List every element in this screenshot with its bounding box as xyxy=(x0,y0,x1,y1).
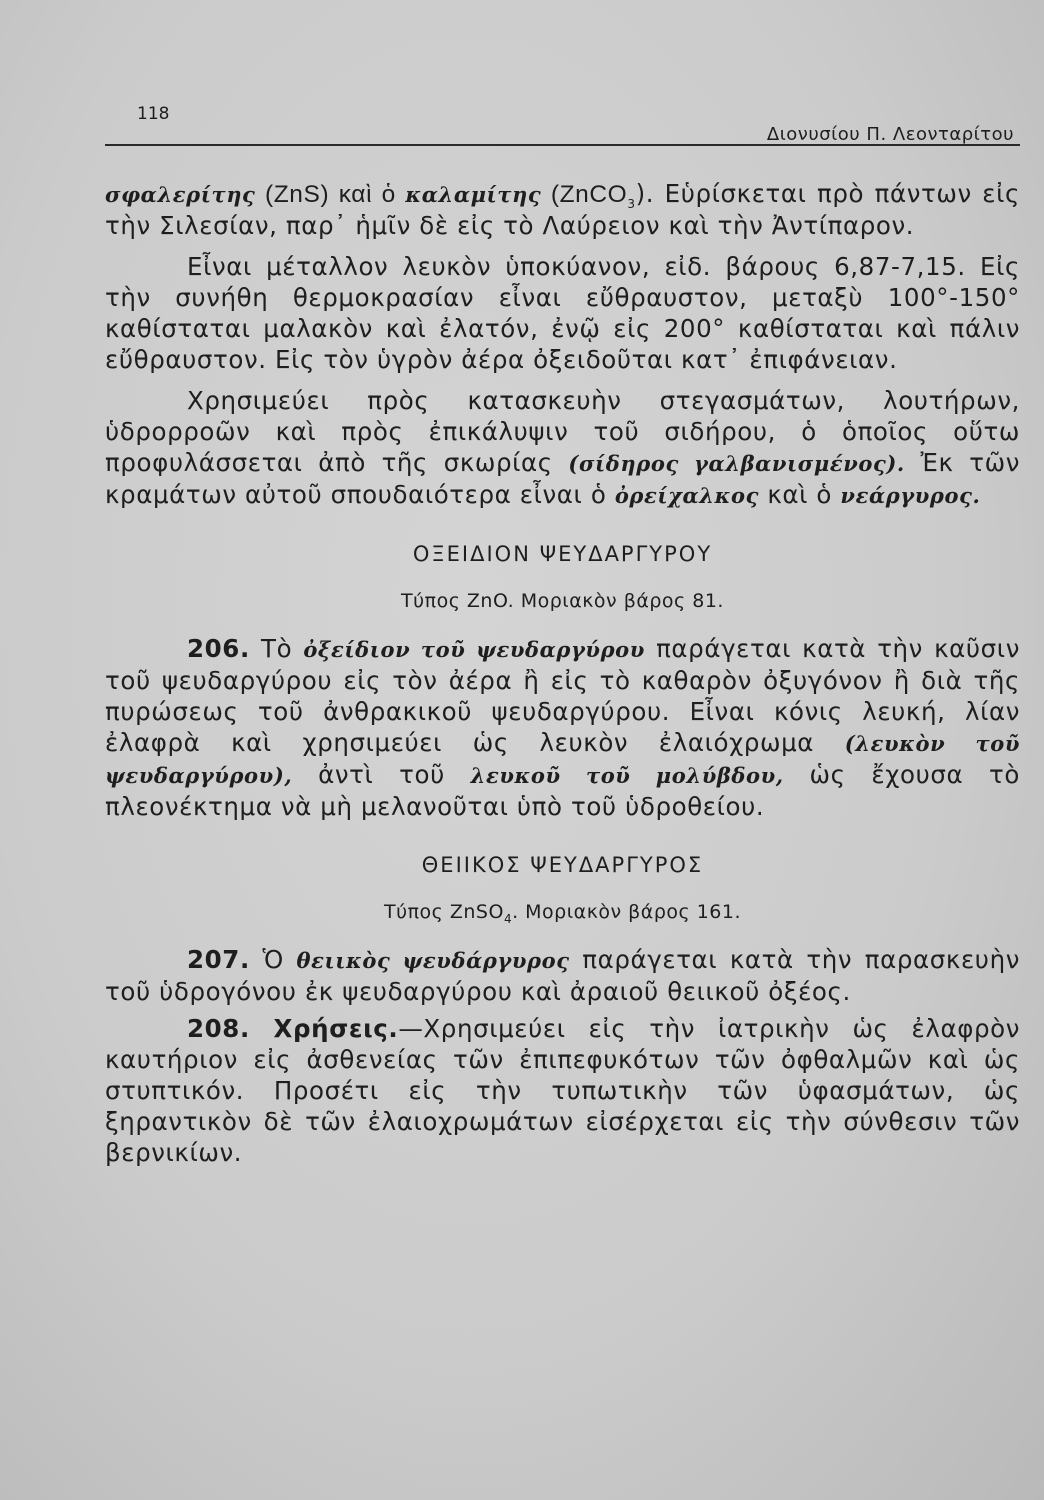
subscript: 4 xyxy=(503,911,513,926)
text-run: Ἐκ τῶν κραμάτων αὐτοῦ σπουδαιότερα εἶναι ὁ xyxy=(105,448,1020,509)
term-nickel-silver: νεάργυρος. xyxy=(840,483,981,508)
text-run: —Χρησιμεύει εἰς τὴν ἰατρικὴν ὡς ἐλαφρὸν καυτήριον εἰς ἀσθενείας τῶν ἐπιπεφυκότων τῶν ὀφθαλμῶν καὶ ὡς στυπτικόν. Προσέτι εἰς τὴν τυπωτικὴν τῶν ὑφασμάτων, ὡς ξηραντικὸν δὲ τῶν ἐλαιοχρωμάτων εἰσέρχεται εἰς τὴν σύνθεσιν τῶν βερνικίων. xyxy=(105,1014,1020,1167)
term-lead-white: λευκοῦ τοῦ μολύβδου, xyxy=(470,763,784,788)
section-title-zinc-oxide: ΟΞΕΙΔΙΟΝ ΨΕΥΔΑΡΓΥΡΟΥ xyxy=(412,542,713,566)
section-formula-zinc-oxide: Τύπος ZnO. Μοριακὸν βάρος 81. xyxy=(401,590,724,612)
page-header xyxy=(105,100,1020,146)
text-run: Τύπος ZnSO xyxy=(384,901,504,923)
text-run: Χρησιμεύει πρὸς κατασκευὴν στεγασμάτων, λουτήρων, ὑδρορροῶν καὶ πρὸς ἐπικάλυψιν τοῦ σιδήρου, ὁ ὁποῖος οὕτω προφυλάσσεται ἀπὸ τῆς σκωρίας xyxy=(105,386,1020,477)
paragraph-207 xyxy=(105,944,1020,1007)
paragraph-number: 206. xyxy=(187,634,250,663)
subscript: 3 xyxy=(627,196,636,211)
running-head: Διονυσίου Π. Λεονταρίτου xyxy=(766,124,1014,145)
text-run: παράγεται κατὰ τὴν παρασκευὴν τοῦ ὑδρογόνου ἐκ ψευδαργύρου καὶ ἀραιοῦ θειικοῦ ὀξέος. xyxy=(105,945,1020,1006)
text-run: (ZnCO xyxy=(541,181,628,208)
page-body xyxy=(105,178,1020,1178)
text-run: . Μοριακὸν βάρος 161. xyxy=(512,901,741,923)
text-run: Τὸ xyxy=(249,634,304,663)
text-run: Ὁ xyxy=(249,945,297,974)
term-galvanized-iron: (σίδηρος γαλβανισμένος). xyxy=(568,451,905,476)
paragraph-number: 207. xyxy=(187,945,250,974)
term-zinc-white: (λευκὸν τοῦ ψευδαργύρου), xyxy=(105,731,1021,788)
page-number: 118 xyxy=(137,104,170,124)
text-run: ἀντὶ τοῦ xyxy=(292,760,471,789)
text-run: καὶ ὁ xyxy=(758,480,841,509)
text-run: (ZnS) καὶ ὁ xyxy=(255,181,406,208)
term-zinc-oxide: ὀξείδιον τοῦ ψευδαργύρου xyxy=(303,637,645,662)
text-run: ). Εὑρίσκεται πρὸ πάντων εἰς τὴν Σιλεσίαν, παρ᾽ ἡμῖν δὲ εἰς τὸ Λαύρειον καὶ τὴν Ἀντίπαρον. xyxy=(105,179,1020,240)
paragraph-208 xyxy=(105,1013,1020,1168)
paragraph-206 xyxy=(105,633,1020,822)
paragraph-uses xyxy=(105,385,1020,511)
paragraph-properties: Εἶναι μέταλλον λευκὸν ὑποκύανον, εἰδ. βάρους 6,87-7,15. Εἰς τὴν συνήθη θερμοκρασίαν εἶναι εὔθραυστον, μεταξὺ 100°-150° καθίσταται μαλακὸν καὶ ἐλατόν, ἐνῷ εἰς 200° καθίσταται καὶ πάλιν εὔθραυστον. Εἰς τὸν ὑγρὸν ἀέρα ὀξειδοῦται κατ᾽ ἐπιφάνειαν. xyxy=(105,252,1020,374)
term-brass: ὀρείχαλκος xyxy=(614,483,759,508)
term-zinc-sulfate: θειικὸς ψευδάργυρος xyxy=(296,948,570,973)
section-title-zinc-sulfate: ΘΕΙΙΚΟΣ ΨΕΥΔΑΡΓΥΡΟΣ xyxy=(421,853,704,877)
text-run: ὡς ἔχουσα τὸ πλεονέκτημα νὰ μὴ μελανοῦται ὑπὸ τοῦ ὑδροθείου. xyxy=(105,760,1020,821)
term-calamine: καλαμίτης xyxy=(405,182,542,207)
paragraph-zinc-ores xyxy=(105,178,1020,241)
section-formula-zinc-sulfate xyxy=(105,897,1020,928)
term-sphalerite: σφαλερίτης xyxy=(105,182,256,207)
heading-uses: Χρήσεις. xyxy=(249,1014,399,1043)
text-run: παράγεται κατὰ τὴν καῦσιν τοῦ ψευδαργύρου εἰς τὸν ἀέρα ἢ εἰς τὸ καθαρὸν ὀξυγόνον ἢ διὰ τῆς πυρώσεως τοῦ ἀνθρακικοῦ ψευδαργύρου. Εἶναι κόνις λευκή, λίαν ἐλαφρὰ καὶ χρησιμεύει ὡς λευκὸν ἐλαιόχρωμα xyxy=(105,634,1020,757)
paragraph-number: 208. xyxy=(187,1014,250,1043)
